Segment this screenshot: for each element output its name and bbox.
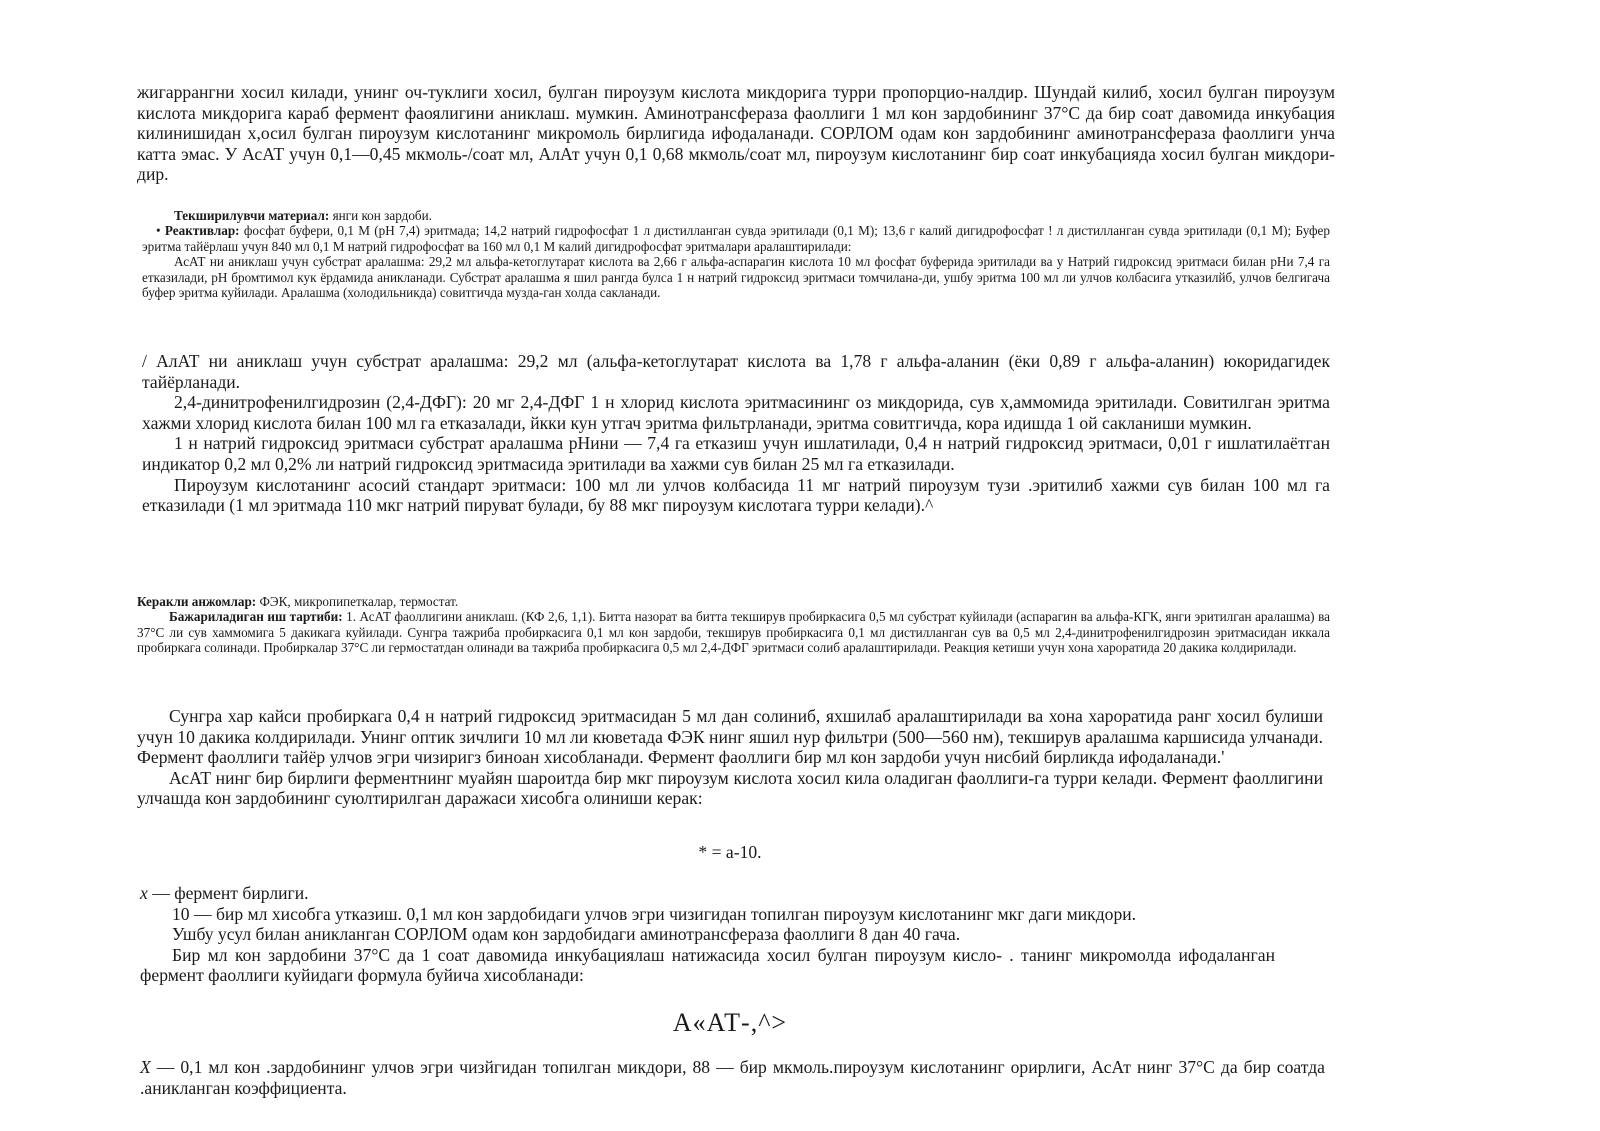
final-paragraph [140, 1057, 1325, 1098]
formula-2 [137, 1008, 1323, 1038]
pyruvate-standard: Пироузум кислотанинг асосий стандарт эритмаси: 100 мл ли улчов колбасида 11 мг натрий пироузум тузи .эритилиб хажми сув билан 100 мл га етказилади (1 мл эритмада 110 мкг натрий пируват булади, бу 88 мкг пироузум кислотага турри келади).^ [142, 474, 1330, 516]
reagents-label: Реактивлар: [164, 223, 240, 239]
reagents-text: фосфат буфери, 0,1 М (рН 7,4) эритмада; 14,2 натрий гидрофосфат 1 л дистилланган сувда эритилади (0,1 М); 13,6 г калий дигидрофосфат ! л дистилланган сувда эритилади (0,1 М); Буфер эритма тайёрлаш учун 840 мл 0,1 М натрий гидрофосфат ва 160 мл 0,1 М калий дигидрофосфат эритмалари аралаштирилади: [142, 223, 1330, 254]
intro-paragraph [137, 82, 1335, 185]
alat-substrate: / АлАТ ни аниклаш учун субстрат аралашма: 29,2 мл (альфа-кетоглутарат кислота ва 1,78 г альфа-аланин (ёки 0,89 г альфа-аланин) юкоридагидек тайёрланади. [142, 351, 1330, 392]
dnph-reagent: 2,4-динитрофенилгидрозин (2,4-ДФГ): 20 мг 2,4-ДФГ 1 н хлорид кислота эритмасининг оз микдорида, сув х,аммомида эритилади. Совитилган эритма хажми хлорид кислота билан 100 мл га етказалади, йкки кун утгач эритма фильтрланади, эритма совитгичда, кора идишда 1 ой сакланиши мумкин. [142, 392, 1330, 433]
procedure-label: Бажариладиган иш тартиби: [169, 609, 343, 625]
equipment-text: ФЭК, микропипеткалар, термостат. [256, 594, 459, 609]
definitions-section [140, 883, 1325, 986]
naoh-reagent: 1 н натрий гидроксид эритмаси субстрат аралашма рНини — 7,4 га етказиш учун ишлатилади, 0,4 н натрий гидроксид эритмаси, 0,01 г ишлатилаётган индикатор 0,2 мл 0,2% ли натрий гидроксид эритмасида эритилади ва хажми сув билан 25 мл га етказилади. [142, 433, 1330, 474]
final-section [140, 1057, 1325, 1098]
asat-substrate: АсАТ ни аниклаш учун субстрат аралашма: 29,2 мл альфа-кетоглутарат кислота ва 2,66 г альфа-аспарагин кислота 10 мл фосфат буферида эритилади ва у Натрий гидроксид эритмаси билан рНи 7,4 га етказилади, рН бромтимол кук ёрдамида аникланади. Субстрат аралашма я шил рангда булса 1 н натрий гидроксид эритмаси томчилана-ди, ушбу эритма 100 мл ли улчов колбасига утказилйб, улчов белгигача буфер эритма куйилади. Аралашма (холодильникда) совитгичда музда-ган холда сакланади. [142, 254, 1330, 301]
reagents-section [142, 208, 1330, 300]
final-var: X [140, 1057, 151, 1077]
reagents-line [142, 223, 1330, 254]
material-text: янги кон зардоби. [329, 208, 432, 223]
formula-2-text: А«АТ-,^> [672, 1008, 788, 1037]
x-var: х [140, 883, 148, 903]
calc-paragraph: Бир мл кон зардобини 37°С да 1 соат давомида инкубациялаш натижасида хосил булган пироузум кисло- . танинг микромолда ифодаланган фермент фаоллиги куйидаги формула буйича хисобланади: [140, 944, 1275, 986]
intro-text: жигаррангни хосил килади, унинг оч-туклиги хосил, булган пироузум кислота микдорига турри пропорцио-налдир. Шундай килиб, хосил булган пироузум кислота микдорига караб фермент фаоялигини аниклаш. мумкин. Аминотрансфераза фаоллиги 1 мл кон зардобининг 37°С да бир соат давомида инкубация килинишидан х,осил булган пироузум кислотанинг микромоль бирлигида ифодаланади. СОРЛОМ одам кон зардобининг аминотрансфераза фаоллиги унча катта эмас. У АсАТ учун 0,1—0,45 мкмоль-/соат мл, АлАт учун 0,1 0,68 мкмоль/соат мл, пироузум кислотанинг бир соат инкубацияда хосил булган микдори-дир. [137, 82, 1335, 185]
normal-range: Ушбу усул билан аникланган СОРЛОМ одам кон зардобидаги аминотрансфераза фаоллиги 8 дан 40 гача. [172, 924, 961, 945]
equipment-label: Керакли анжомлар: [137, 594, 257, 609]
x-definition [140, 883, 1325, 904]
formula-1-text: * = а-10. [698, 842, 762, 862]
material-label: Текширилувчи материал: [174, 208, 330, 223]
bullet-icon: • [156, 223, 165, 239]
x-def-text: — фермент бирлиги. [147, 883, 309, 903]
equipment-line [137, 594, 1330, 609]
measurement-paragraph: Сунгра хар кайси пробиркага 0,4 н натрий гидроксид эритмасидан 5 мл дан солиниб, яхшилаб аралаштирилади ва хона хароратида ранг хосил булиши учун 10 дакика колдирилади. Унинг оптик зичлиги 10 мл ли кюветада ФЭК нинг яшил нур фильтри (500—560 нм), текширув аралашма каршисида улчанади. Фермент фаоллиги тайёр улчов эгри чизиригз биноан хисобланади. Фермент фаоллиги бир мл кон зардоби учун нисбий бирликда ифодаланади.' [137, 706, 1323, 768]
measurement-section [137, 706, 1323, 809]
ten-definition: 10 — бир мл хисобга утказиш. 0,1 мл кон зардобидаги улчов эгри чизигидан топилган пироузум кислотанинг мкг даги микдори. [172, 903, 1137, 924]
material-line [142, 208, 1330, 223]
unit-definition: АсАТ нинг бир бирлиги ферментнинг муайян шароитда бир мкг пироузум кислота хосил кила оладиган фаоллиги-га турри келади. Фермент фаоллигини улчашда кон зардобининг суюлтирилган даражаси хисобга олиниши керак: [137, 767, 1323, 809]
procedure-text: 1. АсАТ фаоллигини аниклаш. (КФ 2,6, 1,1). Битта назорат ва битта текширув пробиркасига 0,5 мл субстрат куйилади (аспарагин ва альфа-КГК, янги эритилган аралашма) ва 37°С ли сув хаммомига 5 дакикага куйилади. Сунгра тажриба пробиркасига 0,1 мл кон зардоби, текширув пробиркасига 0,1 мл дистилланган сув ва 0,5 мл 2,4-динитрофенилгидрозин эритмасидан иккала пробиркага солинади. Пробиркалар 37°С ли гермостатдан олинади ва тажриба пробиркасига 0,5 мл 2,4-ДФГ эритмаси солиб аралаштирилади. Реакция кетиши учун хона хароратида 20 дакика колдирилади. [137, 609, 1330, 656]
formula-1 [137, 842, 1323, 863]
procedure-section [137, 594, 1330, 656]
procedure-line [137, 609, 1330, 655]
reagent-details [142, 351, 1330, 516]
final-text: — 0,1 мл кон .зардобининг улчов эгри чизйгидан топилган микдори, 88 — бир мкмоль.пироузум кислотанинг орирлиги, АсАт нинг 37°С да бир соатда .аникланган коэффициента. [140, 1057, 1325, 1098]
